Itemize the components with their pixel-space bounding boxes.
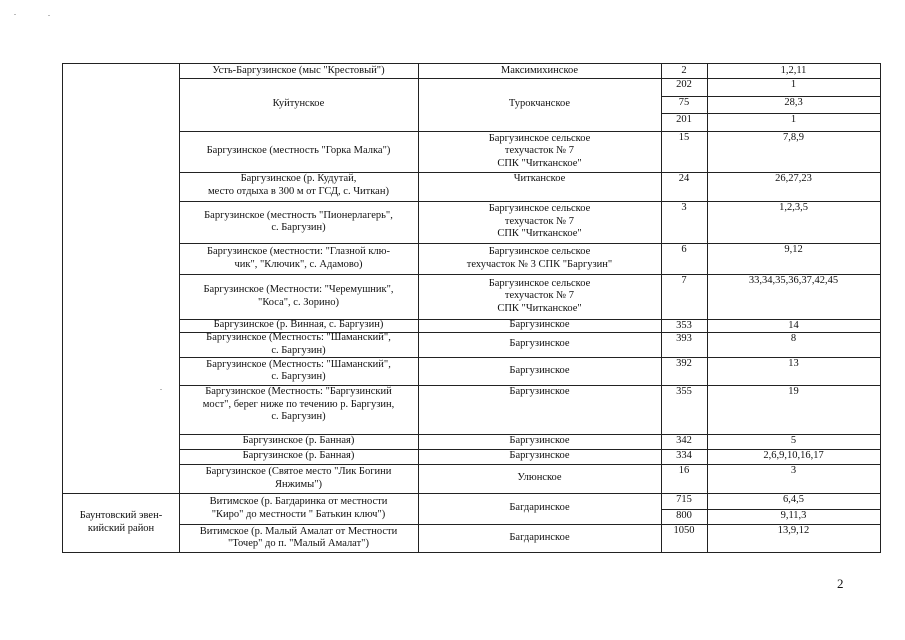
column-divider [418,64,419,552]
forestry-unit-cell: Баргузинское [509,364,570,376]
quarter-number-cell: 334 [676,450,692,461]
forestry-unit-cell: Баргузинское [509,386,570,397]
scan-speck [160,389,162,390]
allotment-numbers-cell: 6,4,5 [783,494,804,505]
forestry-unit-cell: Баргузинское сельское техучасток № 7 СПК "Читканское" [488,203,591,240]
allotment-numbers-cell: 1,2,3,5 [779,202,808,213]
column-divider [179,64,180,552]
quarter-number-cell: 715 [676,494,692,505]
forestry-unit-cell: Баргузинское сельское техучасток № 3 СПК "Баргузин" [466,246,613,270]
forestry-unit-cell: Баргузинское [509,450,570,462]
allotment-numbers-cell: 33,34,35,36,37,42,45 [748,275,839,286]
forestry-unit-cell: Баргузинское [509,319,570,331]
forest-areas-table [62,63,881,553]
quarter-number-cell: 393 [676,333,692,344]
site-name-cell: Витимское (р. Багдаринка от местности "Киро" до местности " Батькин ключ") [209,496,388,520]
site-name-cell: Баргузинское (р. Кудутай, место отдыха в 300 м от ГСД, с. Читкан) [208,173,389,197]
quarter-number-cell: 75 [678,96,690,108]
site-name-cell: Усть-Баргузинское (мыс "Крестовый") [212,64,385,76]
site-name-cell: Баргузинское (р. Банная) [242,435,355,447]
quarter-number-cell: 342 [676,435,692,446]
site-name-cell: Баргузинское (Святое место "Лик Богини Янжимы") [205,466,392,490]
site-name-cell: Баргузинское (местности: "Глазной клю- чик", "Ключик", с. Адамово) [206,246,391,270]
quarter-number-cell: 15 [678,132,690,143]
allotment-numbers-cell: 1 [790,114,797,126]
site-name-cell: Баргузинское (Местности: "Черемушник", "Коса", с. Зорино) [203,284,394,308]
allotment-numbers-cell: 13,9,12 [777,525,810,536]
column-divider [707,64,708,552]
allotment-numbers-cell: 8 [790,333,797,344]
forestry-unit-cell: Баргузинское [509,338,570,350]
site-name-cell: Баргузинское (Местность: "Шаманский", с. Баргузин) [206,332,391,356]
district-cell: Баунтовский эвен- кийский район [79,510,163,534]
quarter-number-cell: 201 [676,114,692,126]
allotment-numbers-cell: 9,11,3 [780,509,807,521]
forestry-unit-cell: Максимихинское [500,64,579,76]
allotment-numbers-cell: 28,3 [784,96,803,108]
site-name-cell: Куйтунское [272,98,325,110]
site-name-cell: Баргузинское (Местность: "Шаманский", с. Баргузин) [206,358,391,382]
allotment-numbers-cell: 1 [790,79,797,90]
allotment-numbers-cell: 9,12 [784,244,803,255]
allotment-numbers-cell: 7,8,9 [783,132,804,143]
quarter-number-cell: 353 [676,320,692,331]
row-divider [63,493,179,494]
site-name-cell: Баргузинское (местность "Горка Малка") [206,145,391,157]
forestry-unit-cell: Турокчанское [508,98,571,110]
allotment-numbers-cell: 14 [788,320,799,331]
allotment-numbers-cell: 26,27,23 [775,173,812,184]
allotment-numbers-cell: 1,2,11 [780,65,807,76]
forestry-unit-cell: Читканское [513,173,566,184]
forestry-unit-cell: Улюнское [517,472,562,484]
forestry-unit-cell: Багдаринское [509,531,570,543]
quarter-number-cell: 6 [681,244,687,255]
page-number: 2 [837,576,844,591]
allotment-numbers-cell: 13 [788,358,799,369]
quarter-number-cell: 3 [681,202,687,213]
quarter-number-cell: 1050 [673,525,695,536]
forestry-unit-cell: Баргузинское [509,435,570,447]
scan-speck [48,15,50,16]
forestry-unit-cell: Багдаринское [509,502,570,514]
site-name-cell: Баргузинское (р. Банная) [242,450,355,462]
quarter-number-cell: 202 [676,79,692,90]
district-cell [65,64,177,493]
quarter-number-cell: 2 [681,65,687,76]
site-name-cell: Баргузинское (местность "Пионерлагерь", с. Баргузин) [204,209,393,233]
site-name-cell: Витимское (р. Малый Амалат от Местности "Точер" до п. "Малый Амалат") [199,525,398,549]
scan-speck [14,14,16,15]
quarter-number-cell: 800 [676,509,692,521]
allotment-numbers-cell: 3 [790,465,797,476]
forestry-unit-cell: Баргузинское сельское техучасток № 7 СПК "Читканское" [488,132,591,169]
quarter-number-cell: 24 [678,173,690,184]
quarter-number-cell: 355 [676,386,692,397]
allotment-numbers-cell: 5 [790,435,797,446]
quarter-number-cell: 7 [681,275,687,286]
site-name-cell: Баргузинское (Местность: "Баргузинский мост", берег ниже по течению р. Баргузин, с. Баргузин) [202,386,395,422]
allotment-numbers-cell: 19 [788,386,799,397]
site-name-cell: Баргузинское (р. Винная, с. Баргузин) [213,319,384,331]
quarter-number-cell: 16 [678,465,690,476]
allotment-numbers-cell: 2,6,9,10,16,17 [763,450,824,461]
quarter-number-cell: 392 [676,358,692,369]
forestry-unit-cell: Баргузинское сельское техучасток № 7 СПК "Читканское" [488,277,591,314]
